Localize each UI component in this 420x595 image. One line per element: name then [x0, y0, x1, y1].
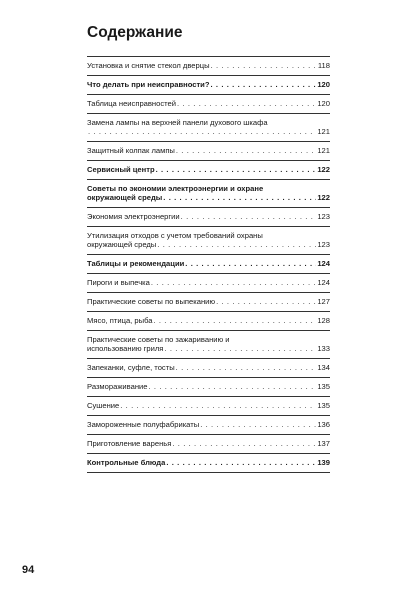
- toc-entry[interactable]: [87, 331, 330, 359]
- toc-entry[interactable]: [87, 378, 330, 397]
- toc-entry-label: Установка и снятие стекол дверцы: [87, 61, 210, 70]
- toc-entry[interactable]: [87, 312, 330, 331]
- toc-entry[interactable]: [87, 227, 330, 255]
- leader-dots: [176, 363, 317, 372]
- toc-entry-page: 123: [317, 240, 330, 249]
- toc-entry-lead: Утилизация отходов с учетом требований охраны: [87, 231, 263, 240]
- toc-entry[interactable]: [87, 114, 330, 142]
- toc-entry[interactable]: [87, 57, 330, 76]
- leader-dots: [211, 80, 317, 89]
- page-number: 94: [22, 564, 35, 576]
- toc-entry-page: 128: [317, 316, 330, 325]
- toc-entry[interactable]: [87, 454, 330, 473]
- leader-dots: [211, 61, 317, 70]
- leader-dots: [163, 193, 316, 202]
- toc-entry-page: 127: [317, 297, 330, 306]
- toc-entry-label: Таблицы и рекомендации: [87, 259, 185, 268]
- leader-dots: [181, 212, 317, 221]
- toc-entry[interactable]: [87, 359, 330, 378]
- toc-entry[interactable]: [87, 208, 330, 227]
- leader-dots: [153, 316, 316, 325]
- toc-entry-label: Замороженные полуфабрикаты: [87, 420, 200, 429]
- toc-entry[interactable]: [87, 255, 330, 274]
- toc-entry-label: Контрольные блюда: [87, 458, 166, 467]
- leader-dots: [120, 401, 316, 410]
- leader-dots: [151, 278, 316, 287]
- toc-entry-label: Что делать при неисправности?: [87, 80, 210, 89]
- toc-entry-label: Сервисный центр: [87, 165, 155, 174]
- toc-entry-label: Мясо, птица, рыба: [87, 316, 153, 325]
- toc-entry-label: Защитный колпак лампы: [87, 146, 175, 155]
- toc-entry-page: 121: [317, 127, 330, 136]
- toc-entry-page: 122: [317, 165, 330, 174]
- toc-entry-label: Экономия электроэнергии: [87, 212, 180, 221]
- toc-entry-lead: Замена лампы на верхней панели духового шкафа: [87, 118, 268, 127]
- leader-dots: [216, 297, 316, 306]
- toc-entry-page: 135: [317, 382, 330, 391]
- toc-entry-label: Пироги и выпечка: [87, 278, 150, 287]
- toc-entry-page: 133: [317, 344, 330, 353]
- toc-entry[interactable]: [87, 180, 330, 208]
- toc-entry-page: 124: [317, 259, 330, 268]
- toc-entry-page: 137: [317, 439, 330, 448]
- leader-dots: [177, 99, 316, 108]
- toc-entry[interactable]: [87, 274, 330, 293]
- toc-entry[interactable]: [87, 142, 330, 161]
- toc-entry-page: 123: [317, 212, 330, 221]
- toc-entry-label: Приготовление варенья: [87, 439, 172, 448]
- toc-entry[interactable]: [87, 161, 330, 180]
- page-title: Содержание: [87, 24, 183, 41]
- toc-entry-label: Сушение: [87, 401, 120, 410]
- toc-entry-page: 124: [317, 278, 330, 287]
- leader-dots: [156, 165, 317, 174]
- toc-entry-label: Запеканки, суфле, тосты: [87, 363, 175, 372]
- toc-entry-page: 120: [317, 99, 330, 108]
- leader-dots: [185, 259, 316, 268]
- toc-entry-label: Таблица неисправностей: [87, 99, 177, 108]
- leader-dots: [166, 458, 316, 467]
- toc-entry-label: Практические советы по выпеканию: [87, 297, 216, 306]
- table-of-contents: [87, 56, 330, 473]
- toc-entry-label: окружающей среды: [87, 193, 163, 202]
- leader-dots: [172, 439, 316, 448]
- toc-entry-label: использованию гриля: [87, 344, 164, 353]
- leader-dots: [148, 382, 316, 391]
- toc-entry-page: 139: [317, 458, 330, 467]
- toc-entry[interactable]: [87, 95, 330, 114]
- toc-entry-page: 121: [317, 146, 330, 155]
- toc-entry-page: 122: [317, 193, 330, 202]
- toc-entry-lead: Практические советы по зажариванию и: [87, 335, 230, 344]
- toc-entry-lead: Советы по экономии электроэнергии и охране: [87, 184, 264, 193]
- toc-entry-label: окружающей среды: [87, 240, 157, 249]
- leader-dots: [176, 146, 316, 155]
- toc-entry-label: Размораживание: [87, 382, 148, 391]
- toc-entry-page: 134: [317, 363, 330, 372]
- leader-dots: [88, 127, 316, 136]
- toc-entry-page: 136: [317, 420, 330, 429]
- toc-entry[interactable]: [87, 435, 330, 454]
- toc-entry-page: 135: [317, 401, 330, 410]
- toc-entry-page: 118: [317, 61, 330, 70]
- toc-entry[interactable]: [87, 76, 330, 95]
- leader-dots: [164, 344, 316, 353]
- leader-dots: [157, 240, 316, 249]
- toc-entry[interactable]: [87, 397, 330, 416]
- toc-entry[interactable]: [87, 416, 330, 435]
- toc-entry[interactable]: [87, 293, 330, 312]
- leader-dots: [200, 420, 316, 429]
- toc-entry-page: 120: [317, 80, 330, 89]
